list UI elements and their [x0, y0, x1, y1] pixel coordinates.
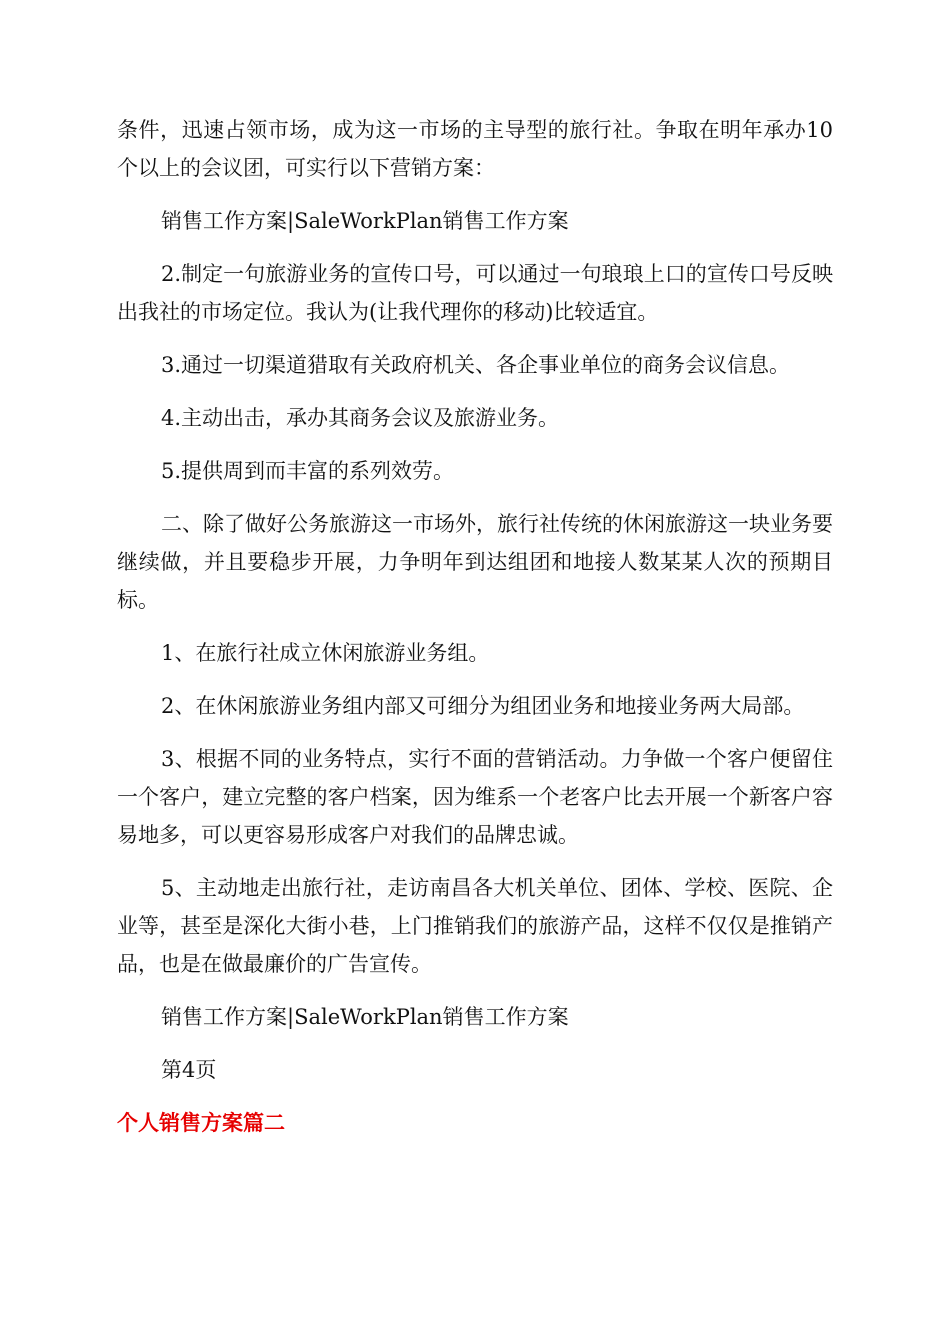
paragraph-item-4: 4.主动出击，承办其商务会议及旅游业务。 — [161, 406, 560, 430]
paragraph-subitem-3: 3、根据不同的业务特点，实行不面的营销活动。力争做一个客户便留住一个客户，建立完整的客户档案，因为维系一个老客户比去开展一个新客户容易地多，可以更容易形成客户对我们的品牌忠诚。 — [117, 747, 833, 847]
paragraph-continuation: 条件，迅速占领市场，成为这一市场的主导型的旅行社。争取在明年承办10个以上的会议团，可实行以下营销方案： — [117, 118, 833, 180]
paragraph-running-footer: 销售工作方案|SaleWorkPlan销售工作方案 — [161, 1005, 569, 1029]
paragraph-subitem-5: 5、主动地走出旅行社，走访南昌各大机关单位、团体、学校、医院、企业等，甚至是深化大街小巷，上门推销我们的旅游产品，这样不仅仅是推销产品，也是在做最廉价的广告宣传。 — [117, 876, 833, 976]
paragraph-section-two: 二、除了做好公务旅游这一市场外，旅行社传统的休闲旅游这一块业务要继续做，并且要稳步开展，力争明年到达组团和地接人数某某人次的预期目标。 — [117, 512, 833, 612]
paragraph-subitem-1: 1、在旅行社成立休闲旅游业务组。 — [161, 641, 490, 665]
paragraph-item-5: 5.提供周到而丰富的系列效劳。 — [161, 459, 455, 483]
document-body — [117, 111, 833, 1142]
paragraph-item-2: 2.制定一句旅游业务的宣传口号，可以通过一句琅琅上口的宣传口号反映出我社的市场定位。我认为(让我代理你的移动)比较适宜。 — [117, 262, 833, 324]
page-number: 第4页 — [161, 1058, 217, 1082]
section-heading: 个人销售方案篇二 — [117, 1111, 285, 1135]
paragraph-item-3: 3.通过一切渠道猎取有关政府机关、各企事业单位的商务会议信息。 — [161, 353, 791, 377]
paragraph-running-header: 销售工作方案|SaleWorkPlan销售工作方案 — [161, 209, 569, 233]
paragraph-subitem-2: 2、在休闲旅游业务组内部又可细分为组团业务和地接业务两大局部。 — [161, 694, 805, 718]
